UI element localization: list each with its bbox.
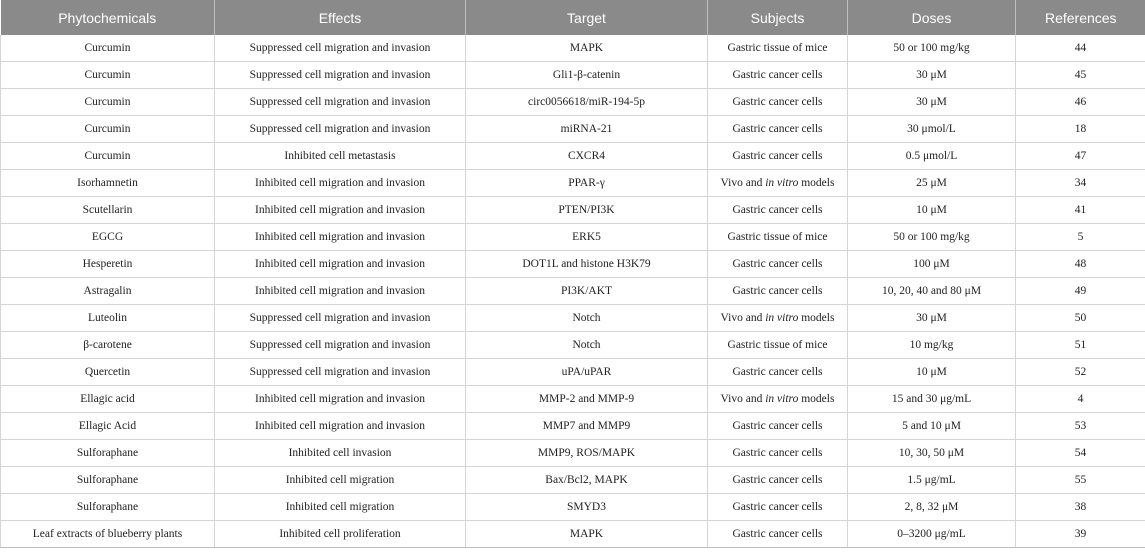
header-target: Target xyxy=(466,0,708,35)
cell-subject xyxy=(708,386,848,413)
cell-dose: 10 μM xyxy=(848,197,1016,224)
cell-dose: 15 and 30 μg/mL xyxy=(848,386,1016,413)
cell-subject: Gastric cancer cells xyxy=(708,62,848,89)
table-row xyxy=(1,116,1145,143)
cell-reference: 47 xyxy=(1016,143,1145,170)
cell-reference: 54 xyxy=(1016,440,1145,467)
table-row xyxy=(1,170,1145,197)
cell-subject: Gastric tissue of mice xyxy=(708,332,848,359)
subject-prefix: Vivo and xyxy=(720,393,766,405)
table-row xyxy=(1,386,1145,413)
cell-subject: Gastric cancer cells xyxy=(708,197,848,224)
cell-phytochemical: Curcumin xyxy=(1,62,215,89)
cell-effect: Suppressed cell migration and invasion xyxy=(215,305,466,332)
cell-effect: Suppressed cell migration and invasion xyxy=(215,116,466,143)
cell-target: MAPK xyxy=(466,35,708,62)
subject-suffix: models xyxy=(798,177,835,189)
cell-subject: Gastric cancer cells xyxy=(708,359,848,386)
cell-target: MMP-2 and MMP-9 xyxy=(466,386,708,413)
cell-subject: Gastric cancer cells xyxy=(708,116,848,143)
cell-subject: Gastric cancer cells xyxy=(708,413,848,440)
cell-effect: Inhibited cell migration and invasion xyxy=(215,224,466,251)
cell-target: PI3K/AKT xyxy=(466,278,708,305)
header-references: References xyxy=(1016,0,1145,35)
cell-subject xyxy=(708,170,848,197)
cell-subject: Gastric cancer cells xyxy=(708,89,848,116)
header-doses: Doses xyxy=(848,0,1016,35)
cell-target: MMP9, ROS/MAPK xyxy=(466,440,708,467)
cell-dose: 50 or 100 mg/kg xyxy=(848,224,1016,251)
table-row xyxy=(1,89,1145,116)
cell-dose: 10, 20, 40 and 80 μM xyxy=(848,278,1016,305)
cell-phytochemical: β-carotene xyxy=(1,332,215,359)
cell-reference: 51 xyxy=(1016,332,1145,359)
table-row xyxy=(1,467,1145,494)
table-row xyxy=(1,143,1145,170)
cell-dose: 25 μM xyxy=(848,170,1016,197)
subject-suffix: models xyxy=(798,312,835,324)
cell-target: uPA/uPAR xyxy=(466,359,708,386)
cell-subject: Gastric cancer cells xyxy=(708,143,848,170)
cell-dose: 50 or 100 mg/kg xyxy=(848,35,1016,62)
subject-italic: in vitro xyxy=(765,393,799,405)
cell-dose: 10 μM xyxy=(848,359,1016,386)
cell-reference: 44 xyxy=(1016,35,1145,62)
cell-effect: Inhibited cell migration and invasion xyxy=(215,278,466,305)
cell-effect: Inhibited cell migration and invasion xyxy=(215,251,466,278)
table-row xyxy=(1,35,1145,62)
cell-reference: 49 xyxy=(1016,278,1145,305)
header-effects: Effects xyxy=(215,0,466,35)
cell-phytochemical: Curcumin xyxy=(1,116,215,143)
subject-prefix: Vivo and xyxy=(720,177,766,189)
cell-reference: 39 xyxy=(1016,521,1145,548)
cell-target: PTEN/PI3K xyxy=(466,197,708,224)
cell-effect: Inhibited cell migration and invasion xyxy=(215,386,466,413)
table-body xyxy=(1,35,1145,548)
cell-subject: Gastric cancer cells xyxy=(708,494,848,521)
table-row xyxy=(1,278,1145,305)
table-row xyxy=(1,305,1145,332)
cell-reference: 53 xyxy=(1016,413,1145,440)
cell-dose: 100 μM xyxy=(848,251,1016,278)
cell-target: circ0056618/miR-194-5p xyxy=(466,89,708,116)
header-phytochemicals: Phytochemicals xyxy=(1,0,215,35)
cell-target: DOT1L and histone H3K79 xyxy=(466,251,708,278)
cell-phytochemical: Luteolin xyxy=(1,305,215,332)
cell-phytochemical: Sulforaphane xyxy=(1,440,215,467)
cell-target: Gli1-β-catenin xyxy=(466,62,708,89)
cell-reference: 38 xyxy=(1016,494,1145,521)
header-subjects: Subjects xyxy=(708,0,848,35)
table-row xyxy=(1,251,1145,278)
cell-phytochemical: Leaf extracts of blueberry plants xyxy=(1,521,215,548)
cell-dose: 30 μmol/L xyxy=(848,116,1016,143)
cell-target: CXCR4 xyxy=(466,143,708,170)
table-row xyxy=(1,332,1145,359)
cell-dose: 1.5 μg/mL xyxy=(848,467,1016,494)
cell-effect: Inhibited cell migration xyxy=(215,467,466,494)
cell-target: ERK5 xyxy=(466,224,708,251)
subject-prefix: Vivo and xyxy=(720,312,766,324)
cell-target: MMP7 and MMP9 xyxy=(466,413,708,440)
cell-effect: Inhibited cell invasion xyxy=(215,440,466,467)
cell-reference: 5 xyxy=(1016,224,1145,251)
cell-reference: 50 xyxy=(1016,305,1145,332)
cell-phytochemical: Isorhamnetin xyxy=(1,170,215,197)
cell-phytochemical: Curcumin xyxy=(1,89,215,116)
table-row xyxy=(1,359,1145,386)
cell-subject: Gastric cancer cells xyxy=(708,467,848,494)
table-row xyxy=(1,62,1145,89)
cell-effect: Inhibited cell migration and invasion xyxy=(215,197,466,224)
cell-reference: 4 xyxy=(1016,386,1145,413)
cell-effect: Inhibited cell migration and invasion xyxy=(215,413,466,440)
cell-effect: Suppressed cell migration and invasion xyxy=(215,62,466,89)
cell-phytochemical: Astragalin xyxy=(1,278,215,305)
cell-phytochemical: Ellagic acid xyxy=(1,386,215,413)
cell-phytochemical: Scutellarin xyxy=(1,197,215,224)
table-row xyxy=(1,440,1145,467)
cell-effect: Inhibited cell metastasis xyxy=(215,143,466,170)
cell-target: PPAR-γ xyxy=(466,170,708,197)
cell-reference: 34 xyxy=(1016,170,1145,197)
cell-phytochemical: Ellagic Acid xyxy=(1,413,215,440)
cell-effect: Inhibited cell migration and invasion xyxy=(215,170,466,197)
cell-reference: 55 xyxy=(1016,467,1145,494)
cell-dose: 0.5 μmol/L xyxy=(848,143,1016,170)
cell-phytochemical: Curcumin xyxy=(1,35,215,62)
subject-italic: in vitro xyxy=(765,177,799,189)
cell-target: SMYD3 xyxy=(466,494,708,521)
cell-dose: 30 μM xyxy=(848,305,1016,332)
cell-phytochemical: Sulforaphane xyxy=(1,494,215,521)
cell-reference: 48 xyxy=(1016,251,1145,278)
cell-subject: Gastric cancer cells xyxy=(708,440,848,467)
cell-dose: 30 μM xyxy=(848,89,1016,116)
cell-target: Notch xyxy=(466,332,708,359)
cell-reference: 45 xyxy=(1016,62,1145,89)
cell-dose: 0–3200 μg/mL xyxy=(848,521,1016,548)
cell-phytochemical: Sulforaphane xyxy=(1,467,215,494)
cell-reference: 18 xyxy=(1016,116,1145,143)
cell-subject: Gastric tissue of mice xyxy=(708,35,848,62)
table-row xyxy=(1,224,1145,251)
cell-effect: Inhibited cell proliferation xyxy=(215,521,466,548)
cell-reference: 41 xyxy=(1016,197,1145,224)
cell-dose: 5 and 10 μM xyxy=(848,413,1016,440)
cell-target: Notch xyxy=(466,305,708,332)
cell-effect: Inhibited cell migration xyxy=(215,494,466,521)
cell-phytochemical: Hesperetin xyxy=(1,251,215,278)
subject-italic: in vitro xyxy=(765,312,799,324)
cell-effect: Suppressed cell migration and invasion xyxy=(215,89,466,116)
cell-effect: Suppressed cell migration and invasion xyxy=(215,35,466,62)
cell-dose: 2, 8, 32 μM xyxy=(848,494,1016,521)
header-row xyxy=(1,0,1145,35)
cell-subject: Gastric cancer cells xyxy=(708,251,848,278)
cell-effect: Suppressed cell migration and invasion xyxy=(215,359,466,386)
cell-target: Bax/Bcl2, MAPK xyxy=(466,467,708,494)
table-row xyxy=(1,413,1145,440)
table-row xyxy=(1,521,1145,548)
cell-subject: Gastric cancer cells xyxy=(708,521,848,548)
cell-phytochemical: EGCG xyxy=(1,224,215,251)
cell-reference: 46 xyxy=(1016,89,1145,116)
cell-effect: Suppressed cell migration and invasion xyxy=(215,332,466,359)
cell-phytochemical: Quercetin xyxy=(1,359,215,386)
cell-phytochemical: Curcumin xyxy=(1,143,215,170)
cell-dose: 10, 30, 50 μM xyxy=(848,440,1016,467)
subject-suffix: models xyxy=(798,393,835,405)
cell-target: MAPK xyxy=(466,521,708,548)
cell-reference: 52 xyxy=(1016,359,1145,386)
table-row xyxy=(1,197,1145,224)
cell-subject xyxy=(708,305,848,332)
cell-dose: 10 mg/kg xyxy=(848,332,1016,359)
cell-subject: Gastric cancer cells xyxy=(708,278,848,305)
table-row xyxy=(1,494,1145,521)
cell-subject: Gastric tissue of mice xyxy=(708,224,848,251)
cell-dose: 30 μM xyxy=(848,62,1016,89)
cell-target: miRNA-21 xyxy=(466,116,708,143)
